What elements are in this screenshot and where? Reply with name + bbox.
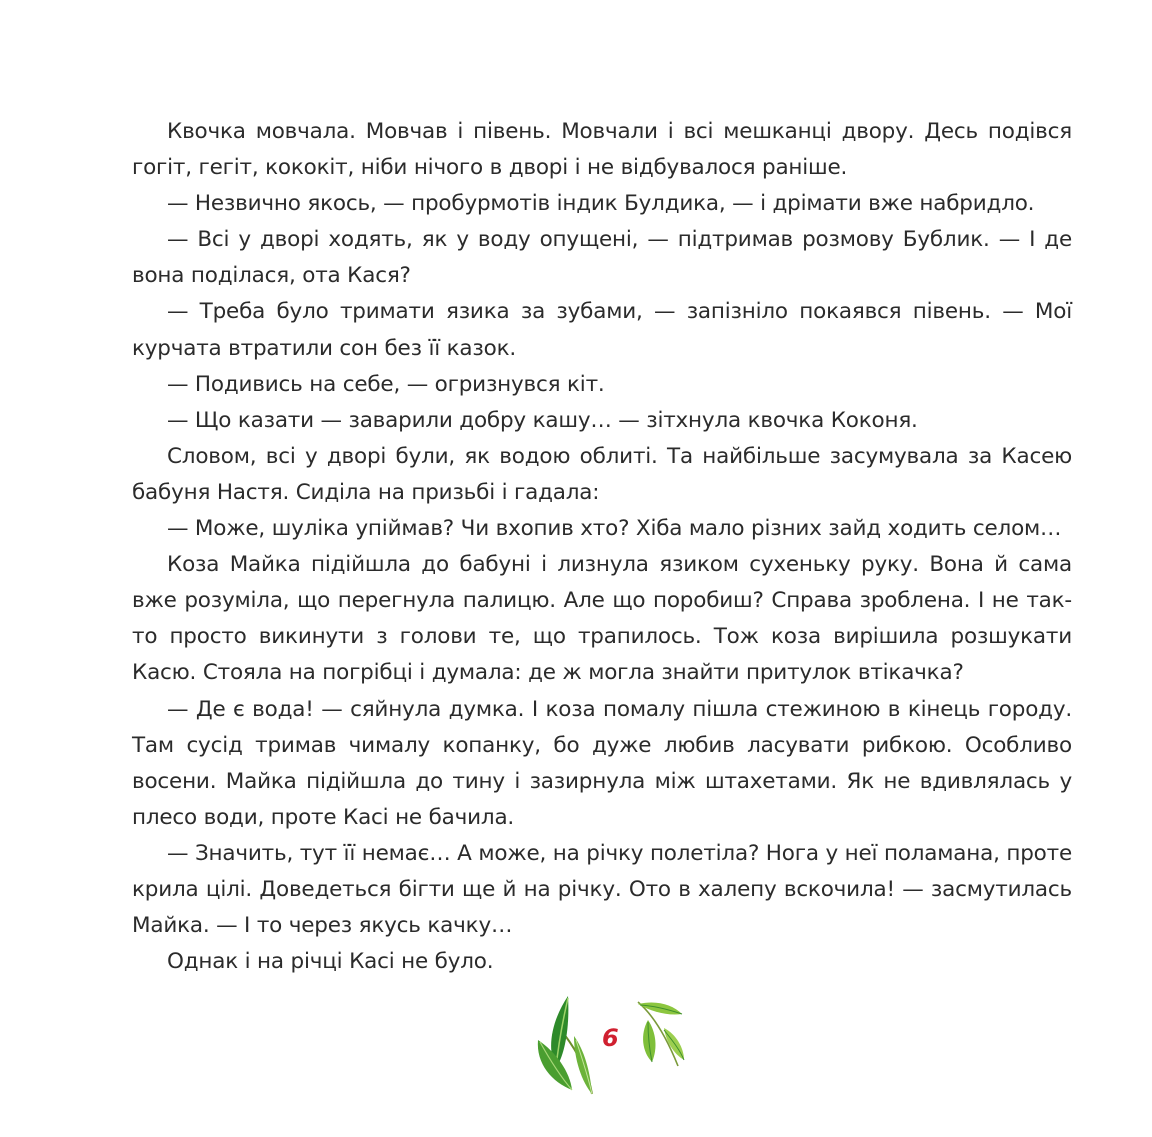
paragraph-2: — Незвично якось, — пробурмотів індик Булдика, — і дрімати вже набридло. xyxy=(167,191,1035,217)
paragraph-7: Словом, всі у дворі були, як водою облиті. Та найбільше засумувала за Касею бабуня Настя. Сиділа на призьбі і гадала: xyxy=(132,443,1072,505)
paragraph-5: — Подивись на себе, — огризнувся кіт. xyxy=(167,371,605,397)
paragraph-9: Коза Майка підійшла до бабуні і лизнула язиком сухеньку руку. Вона й сама вже розуміла, що перегнула палицю. Але що поробиш? Справа зроблена. І не так-то просто викинути з голови те, що трапилось. Тож коза вирішила розшукати Касю. Стояла на погрібці і думала: де ж могла знайти притулок втікачка? xyxy=(132,552,1072,686)
paragraph-1: Квочка мовчала. Мовчав і півень. Мовчали і всі мешканці двору. Десь подівся гогіт, гегіт, кококіт, ніби нічого в дворі і не відбувалося раніше. xyxy=(132,119,1072,181)
leaf-branch-icon xyxy=(638,1002,684,1066)
page-number: 6 xyxy=(602,1024,619,1052)
paragraph-6: — Що казати — заварили добру кашу… — зітхнула квочка Коконя. xyxy=(167,407,918,433)
paragraph-11: — Значить, тут її немає… А може, на річку полетіла? Нога у неї поламана, проте крила цілі. Доведеться бігти ще й на річку. Ото в халепу вскочила! — засмутилась Майка. — І то через якусь качку… xyxy=(132,840,1072,939)
paragraph-3: — Всі у дворі ходять, як у воду опущені, — підтримав розмову Бублик. — І де вона поділася, ота Кася? xyxy=(132,227,1072,289)
leaf-sprig-icon xyxy=(538,996,592,1094)
paragraph-10: — Де є вода! — сяйнула думка. І коза помалу пішла стежиною в кінець городу. Там сусід тримав чималу копанку, бо дуже любив ласувати рибкою. Особливо восени. Майка підійшла до тину і зазирнула між штахетами. Як не вдивлялась у плесо води, проте Касі не бачила. xyxy=(132,696,1072,830)
page-footer xyxy=(530,990,700,1100)
story-text xyxy=(132,114,1072,980)
paragraph-12: Однак і на річці Касі не було. xyxy=(167,949,494,975)
paragraph-8: — Може, шуліка упіймав? Чи вхопив хто? Хіба мало різних зайд ходить селом… xyxy=(167,516,1062,542)
paragraph-4: — Треба було тримати язика за зубами, — запізніло покаявся півень. — Мої курчата втратили сон без її казок. xyxy=(132,299,1072,361)
